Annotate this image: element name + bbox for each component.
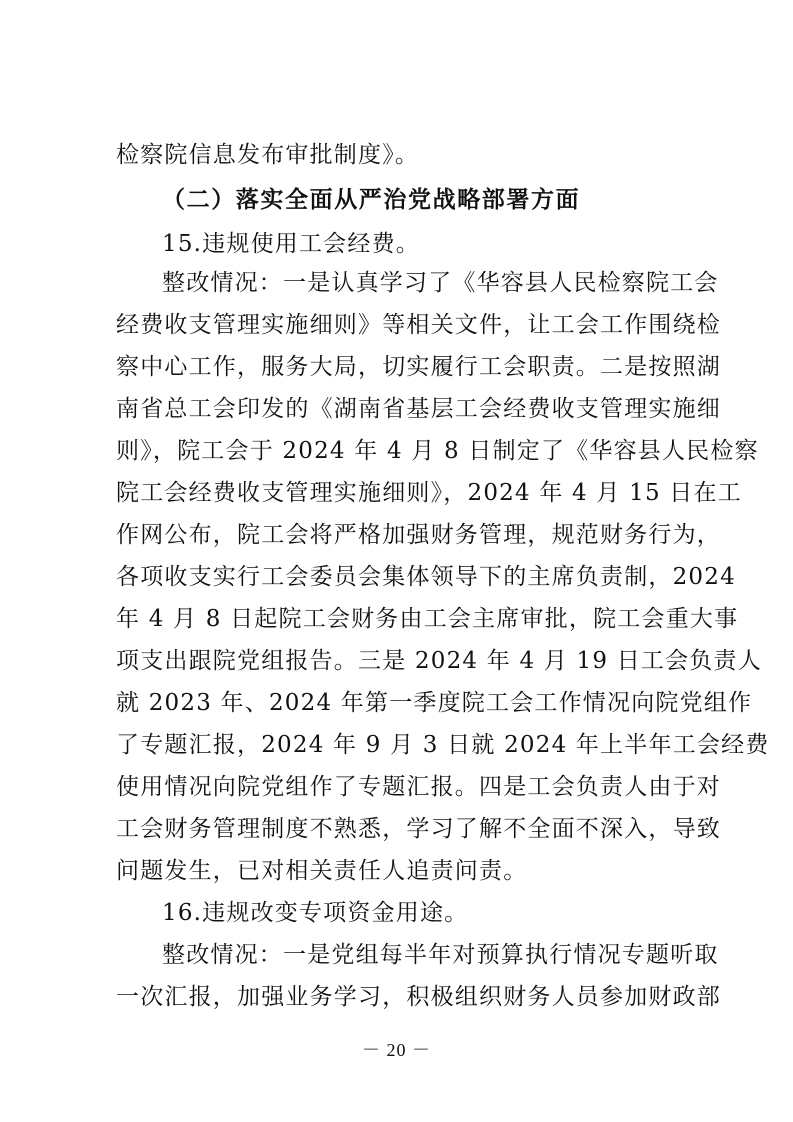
text-line: 就 2023 年、2024 年第一季度院工会工作情况向院党组作 [116, 690, 753, 716]
text-line: 使用情况向院党组作了专题汇报。四是工会负责人由于对 [116, 774, 721, 800]
text-line: 检察院信息发布审批制度》。 [116, 142, 420, 168]
text-line: 经费收支管理实施细则》等相关文件，让工会工作围绕检 [116, 312, 721, 338]
text-line: 一次汇报，加强业务学习，积极组织财务人员参加财政部 [116, 984, 721, 1010]
text-line: 则》，院工会于 2024 年 4 月 8 日制定了《华容县人民检察 [116, 438, 759, 464]
item-heading: 15.违规使用工会经费。 [162, 231, 420, 257]
item-heading: 16.违规改变专项资金用途。 [162, 900, 469, 926]
text-line: 作网公布，院工会将严格加强财务管理，规范财务行为， [116, 522, 721, 548]
text-line: 工会财务管理制度不熟悉，学习了解不全面不深入，导致 [116, 816, 721, 842]
section-heading: （二）落实全面从严治党战略部署方面 [162, 187, 581, 213]
text-line: 各项收支实行工会委员会集体领导下的主席负责制，2024 [116, 564, 736, 590]
text-line: 整改情况：一是党组每半年对预算执行情况专题听取 [162, 942, 719, 968]
text-line: 南省总工会印发的《湖南省基层工会经费收支管理实施细 [116, 396, 721, 422]
text-line: 院工会经费收支管理实施细则》，2024 年 4 月 15 日在工 [116, 480, 742, 506]
text-line: 问题发生，已对相关责任人追责问责。 [116, 858, 528, 884]
text-line: 察中心工作，服务大局，切实履行工会职责。二是按照湖 [116, 354, 721, 380]
text-line: 项支出跟院党组报告。三是 2024 年 4 月 19 日工会负责人 [116, 648, 762, 674]
text-line: 了专题汇报，2024 年 9 月 3 日就 2024 年上半年工会经费 [116, 732, 770, 758]
text-line: 年 4 月 8 日起院工会财务由工会主席审批，院工会重大事 [116, 606, 739, 632]
text-line: 整改情况：一是认真学习了《华容县人民检察院工会 [162, 270, 719, 296]
page-number: － 20 － [362, 1040, 431, 1060]
